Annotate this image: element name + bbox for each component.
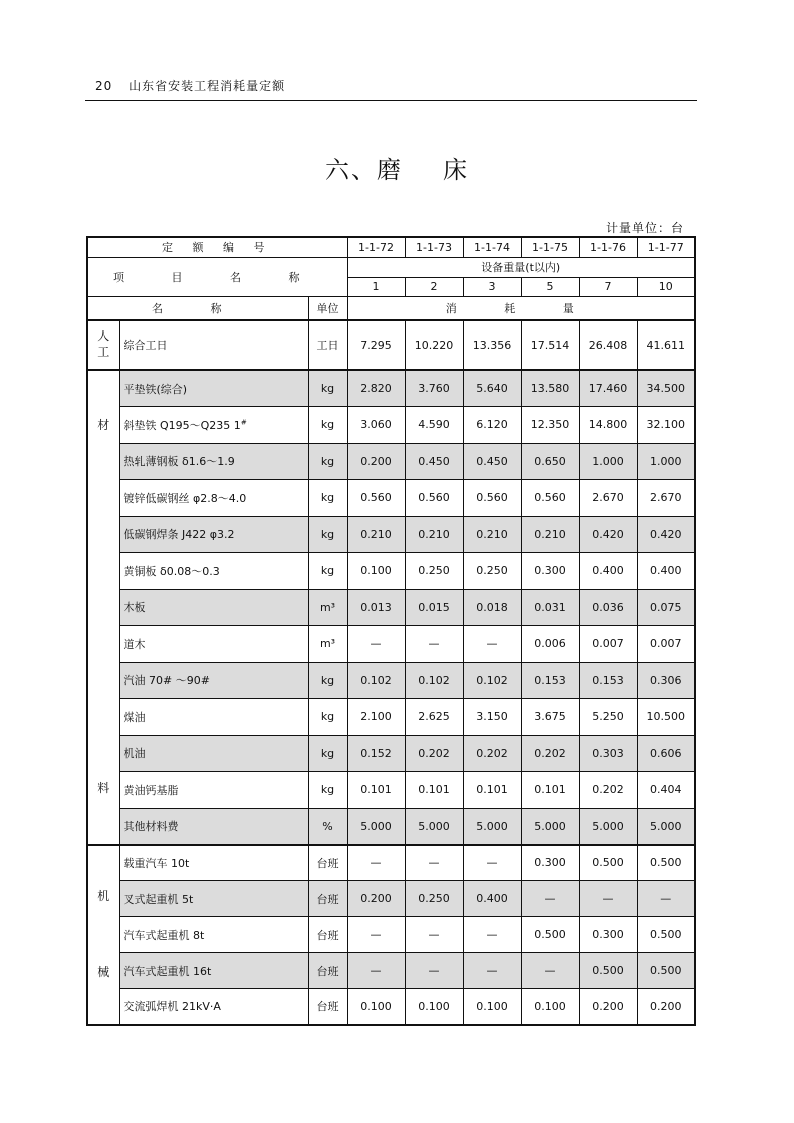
item-value: 0.100 (405, 989, 463, 1025)
item-value: — (521, 953, 579, 989)
item-value: 41.611 (637, 320, 695, 370)
item-unit: kg (308, 370, 347, 407)
item-value: 0.013 (347, 589, 405, 626)
item-name: 热轧薄钢板 δ1.6～1.9 (119, 443, 308, 480)
item-value: 0.007 (637, 626, 695, 663)
item-unit: 台班 (308, 917, 347, 953)
weight-value: 5 (521, 277, 579, 296)
item-unit: kg (308, 407, 347, 444)
quota-code: 1-1-77 (637, 237, 695, 257)
table-row (87, 808, 695, 845)
table-row (87, 516, 695, 553)
item-name: 木板 (119, 589, 308, 626)
item-value: 5.000 (637, 808, 695, 845)
item-value: 5.000 (579, 808, 637, 845)
item-value: 2.100 (347, 699, 405, 736)
item-value: 5.000 (405, 808, 463, 845)
item-value: 0.102 (405, 662, 463, 699)
item-value: 3.150 (463, 699, 521, 736)
item-value: — (521, 881, 579, 917)
item-value: 0.100 (347, 989, 405, 1025)
section-title (0, 150, 794, 185)
item-value: 0.500 (579, 953, 637, 989)
item-name: 低碳钢焊条 J422 φ3.2 (119, 516, 308, 553)
item-value: — (347, 953, 405, 989)
quota-no-label: 定 额 编 号 (87, 237, 347, 257)
quota-table (86, 236, 696, 1026)
item-value: 0.101 (347, 772, 405, 809)
item-unit: 工日 (308, 320, 347, 370)
item-value: 0.006 (521, 626, 579, 663)
item-name: 汽车式起重机 16t (119, 953, 308, 989)
item-value: 0.100 (521, 989, 579, 1025)
table-row (87, 917, 695, 953)
item-value: 0.400 (579, 553, 637, 590)
weight-label: 设备重量(t以内) (347, 257, 695, 277)
section-title-part1: 六、磨 (325, 156, 403, 184)
item-value: 3.760 (405, 370, 463, 407)
item-unit: kg (308, 772, 347, 809)
item-value: 7.295 (347, 320, 405, 370)
item-value: 10.500 (637, 699, 695, 736)
item-unit: 台班 (308, 953, 347, 989)
book-title: 山东省安装工程消耗量定额 (129, 79, 286, 93)
table-row (87, 407, 695, 444)
table-row (87, 735, 695, 772)
item-value: 0.303 (579, 735, 637, 772)
category-machinery: 机 械 (87, 845, 119, 1025)
weight-value: 3 (463, 277, 521, 296)
item-value: 2.670 (579, 480, 637, 517)
item-value: 4.590 (405, 407, 463, 444)
item-value: — (463, 626, 521, 663)
item-name: 综合工日 (119, 320, 308, 370)
item-value: 3.060 (347, 407, 405, 444)
item-value: 0.500 (579, 845, 637, 881)
weight-label-row (87, 257, 695, 277)
weight-value: 2 (405, 277, 463, 296)
quota-code: 1-1-73 (405, 237, 463, 257)
item-value: 3.675 (521, 699, 579, 736)
item-value: 0.210 (521, 516, 579, 553)
item-value: 0.560 (463, 480, 521, 517)
table-row (87, 443, 695, 480)
table-row (87, 626, 695, 663)
item-value: 0.300 (521, 845, 579, 881)
item-name: 斜垫铁 Q195～Q235 1# (119, 407, 308, 444)
item-value: — (347, 845, 405, 881)
item-value: 0.210 (405, 516, 463, 553)
item-unit: kg (308, 516, 347, 553)
quota-code: 1-1-75 (521, 237, 579, 257)
item-value: — (405, 845, 463, 881)
item-unit: kg (308, 553, 347, 590)
item-value: 0.450 (405, 443, 463, 480)
item-value: 0.015 (405, 589, 463, 626)
item-name: 镀锌低碳钢丝 φ2.8～4.0 (119, 480, 308, 517)
item-value: 1.000 (579, 443, 637, 480)
quota-code-row (87, 237, 695, 257)
item-unit: 台班 (308, 845, 347, 881)
item-value: 0.404 (637, 772, 695, 809)
category-labor: 人 工 (87, 320, 119, 370)
item-value: 10.220 (405, 320, 463, 370)
item-value: 0.500 (521, 917, 579, 953)
table-row (87, 989, 695, 1025)
item-unit: kg (308, 699, 347, 736)
item-value: 2.670 (637, 480, 695, 517)
item-value: 14.800 (579, 407, 637, 444)
item-value: — (347, 626, 405, 663)
section-title-part2: 床 (443, 156, 469, 184)
table-row (87, 553, 695, 590)
item-value: — (405, 953, 463, 989)
item-value: 0.420 (579, 516, 637, 553)
item-value: 26.408 (579, 320, 637, 370)
item-unit: m³ (308, 589, 347, 626)
item-value: 0.153 (579, 662, 637, 699)
item-value: 0.500 (637, 917, 695, 953)
table-row (87, 845, 695, 881)
item-unit: kg (308, 662, 347, 699)
quota-code: 1-1-76 (579, 237, 637, 257)
item-value: 0.101 (521, 772, 579, 809)
item-name: 汽车式起重机 8t (119, 917, 308, 953)
item-value: 0.100 (463, 989, 521, 1025)
page-header (95, 77, 285, 94)
table-row (87, 881, 695, 917)
item-unit: kg (308, 443, 347, 480)
consumption-label: 消 耗 量 (347, 296, 695, 320)
item-value: 2.820 (347, 370, 405, 407)
item-value: 0.007 (579, 626, 637, 663)
item-name: 黄油钙基脂 (119, 772, 308, 809)
table-row (87, 772, 695, 809)
item-value: 0.300 (521, 553, 579, 590)
quota-code: 1-1-74 (463, 237, 521, 257)
item-value: 0.075 (637, 589, 695, 626)
item-value: 0.250 (463, 553, 521, 590)
item-value: 17.460 (579, 370, 637, 407)
item-value: 0.306 (637, 662, 695, 699)
item-name: 机油 (119, 735, 308, 772)
item-value: 12.350 (521, 407, 579, 444)
item-value: 0.606 (637, 735, 695, 772)
item-value: 0.100 (347, 553, 405, 590)
item-value: — (463, 917, 521, 953)
unit-col-label: 单位 (308, 296, 347, 320)
table-row (87, 953, 695, 989)
page-number: 20 (95, 79, 113, 93)
item-value: 0.031 (521, 589, 579, 626)
item-name: 叉式起重机 5t (119, 881, 308, 917)
item-value: 5.640 (463, 370, 521, 407)
item-unit: % (308, 808, 347, 845)
item-value: 0.560 (405, 480, 463, 517)
item-value: 0.560 (521, 480, 579, 517)
column-header-row (87, 296, 695, 320)
item-value: 0.202 (463, 735, 521, 772)
item-value: — (463, 845, 521, 881)
table-row (87, 320, 695, 370)
item-value: 0.210 (347, 516, 405, 553)
item-value: — (637, 881, 695, 917)
item-value: 0.102 (347, 662, 405, 699)
table-row (87, 662, 695, 699)
item-unit: 台班 (308, 881, 347, 917)
item-value: 0.036 (579, 589, 637, 626)
item-value: — (347, 917, 405, 953)
item-value: — (463, 953, 521, 989)
item-name: 煤油 (119, 699, 308, 736)
table-row (87, 480, 695, 517)
item-name: 汽油 70# ～90# (119, 662, 308, 699)
item-value: 0.018 (463, 589, 521, 626)
item-value: 5.000 (521, 808, 579, 845)
item-value: 34.500 (637, 370, 695, 407)
item-value: 13.356 (463, 320, 521, 370)
item-name: 黄铜板 δ0.08～0.3 (119, 553, 308, 590)
item-value: 0.200 (637, 989, 695, 1025)
item-unit: 台班 (308, 989, 347, 1025)
item-value: 0.102 (463, 662, 521, 699)
item-value: 2.625 (405, 699, 463, 736)
item-value: 6.120 (463, 407, 521, 444)
item-value: 0.200 (347, 443, 405, 480)
item-name: 交流弧焊机 21kV·A (119, 989, 308, 1025)
item-unit: kg (308, 735, 347, 772)
table-row (87, 370, 695, 407)
item-value: 0.400 (637, 553, 695, 590)
item-value: 0.202 (405, 735, 463, 772)
item-value: 0.500 (637, 845, 695, 881)
item-name: 平垫铁(综合) (119, 370, 308, 407)
unit-note: 计量单位：台 (605, 221, 684, 235)
item-value: 0.400 (463, 881, 521, 917)
item-value: 0.210 (463, 516, 521, 553)
item-value: 0.300 (579, 917, 637, 953)
table-row (87, 589, 695, 626)
item-value: 0.101 (405, 772, 463, 809)
item-value: 0.500 (637, 953, 695, 989)
item-value: 5.250 (579, 699, 637, 736)
item-value: 0.420 (637, 516, 695, 553)
item-name: 其他材料费 (119, 808, 308, 845)
item-value: 5.000 (347, 808, 405, 845)
item-value: 32.100 (637, 407, 695, 444)
weight-value: 1 (347, 277, 405, 296)
item-value: 0.202 (579, 772, 637, 809)
item-value: 0.450 (463, 443, 521, 480)
item-value: 0.200 (347, 881, 405, 917)
item-value: 0.202 (521, 735, 579, 772)
item-value: 0.152 (347, 735, 405, 772)
item-value: — (579, 881, 637, 917)
weight-value: 7 (579, 277, 637, 296)
item-value: 0.650 (521, 443, 579, 480)
item-value: — (405, 626, 463, 663)
quota-code: 1-1-72 (347, 237, 405, 257)
name-col-label: 名 称 (87, 296, 308, 320)
item-value: 0.153 (521, 662, 579, 699)
item-value: 0.200 (579, 989, 637, 1025)
header-rule (85, 100, 697, 101)
item-name: 道木 (119, 626, 308, 663)
item-value: 0.250 (405, 553, 463, 590)
category-materials: 材 料 (87, 370, 119, 845)
weight-value: 10 (637, 277, 695, 296)
item-value: 17.514 (521, 320, 579, 370)
item-value: 13.580 (521, 370, 579, 407)
item-unit: kg (308, 480, 347, 517)
item-name: 载重汽车 10t (119, 845, 308, 881)
item-value: 5.000 (463, 808, 521, 845)
item-value: 1.000 (637, 443, 695, 480)
item-value: — (405, 917, 463, 953)
item-value: 0.560 (347, 480, 405, 517)
item-unit: m³ (308, 626, 347, 663)
item-value: 0.101 (463, 772, 521, 809)
item-name-label: 项 目 名 称 (87, 257, 347, 296)
table-row (87, 699, 695, 736)
item-value: 0.250 (405, 881, 463, 917)
